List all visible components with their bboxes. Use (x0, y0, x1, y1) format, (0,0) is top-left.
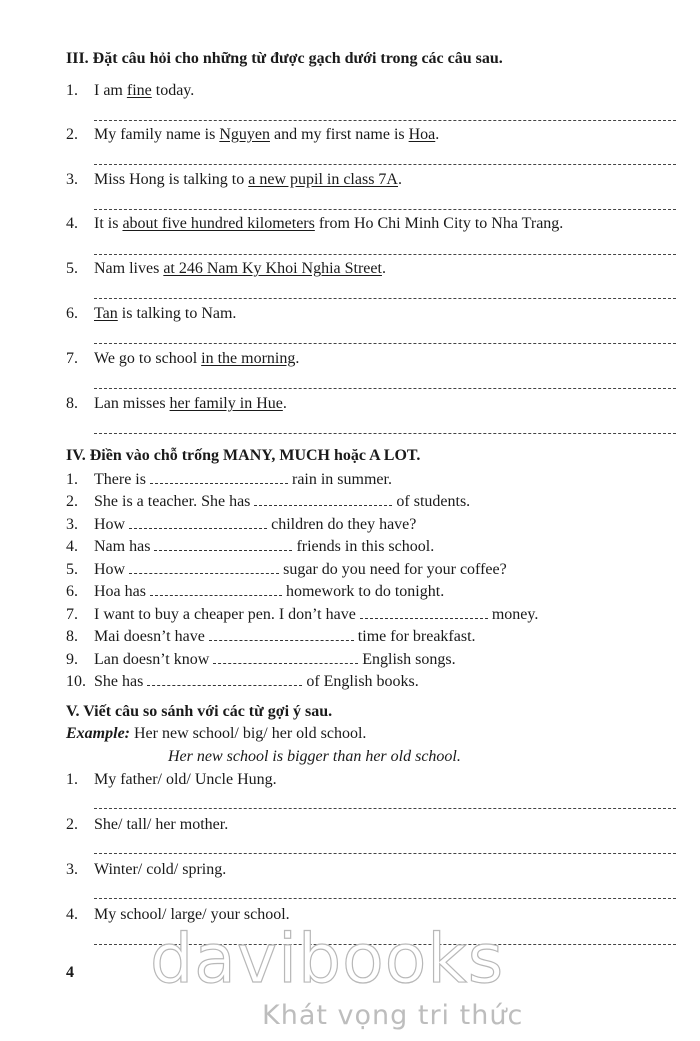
s3-answer-line-2[interactable] (94, 164, 676, 165)
fill-blank[interactable] (129, 560, 279, 574)
s4-item-5: 5. How sugar do you need for your coffee? (66, 561, 507, 578)
s3-question-2: 2. My family name is Nguyen and my first name is Hoa. (66, 126, 440, 143)
s5-answer-line-3[interactable] (94, 898, 676, 899)
example-prompt: Example: Her new school/ big/ her old school. (66, 725, 367, 742)
s4-item-3: 3. How children do they have? (66, 516, 417, 533)
page-number: 4 (66, 964, 74, 981)
s5-answer-line-1[interactable] (94, 808, 676, 809)
s3-answer-line-1[interactable] (94, 120, 676, 121)
section-4-heading: IV. Điền vào chỗ trống MANY, MUCH hoặc A LOT. (66, 447, 421, 464)
s3-question-3: 3. Miss Hong is talking to a new pupil in class 7A. (66, 171, 402, 188)
s5-question-3: 3. Winter/ cold/ spring. (66, 861, 227, 878)
section-3-heading: III. Đặt câu hỏi cho những từ được gạch dưới trong các câu sau. (66, 50, 503, 67)
fill-blank[interactable] (209, 627, 354, 641)
s3-question-8: 8. Lan misses her family in Hue. (66, 395, 287, 412)
s3-question-7: 7. We go to school in the morning. (66, 350, 300, 367)
s4-item-9: 9. Lan doesn’t know English songs. (66, 651, 456, 668)
s3-answer-line-8[interactable] (94, 433, 676, 434)
s4-item-10: 10. She has of English books. (66, 673, 419, 690)
s3-answer-line-5[interactable] (94, 298, 676, 299)
fill-blank[interactable] (147, 672, 302, 686)
s4-item-1: 1. There is rain in summer. (66, 471, 392, 488)
fill-blank[interactable] (154, 537, 292, 551)
example-answer: Her new school is bigger than her old school. (168, 748, 461, 765)
s3-question-5: 5. Nam lives at 246 Nam Ky Khoi Nghia Street. (66, 260, 386, 277)
s5-question-1: 1. My father/ old/ Uncle Hung. (66, 771, 277, 788)
s5-question-2: 2. She/ tall/ her mother. (66, 816, 229, 833)
s4-item-4: 4. Nam has friends in this school. (66, 538, 435, 555)
s3-question-1: 1. I am fine today. (66, 82, 195, 99)
s5-answer-line-2[interactable] (94, 853, 676, 854)
watermark-tagline: Khát vọng tri thức (262, 1000, 524, 1031)
fill-blank[interactable] (150, 470, 288, 484)
s3-answer-line-7[interactable] (94, 388, 676, 389)
s4-item-7: 7. I want to buy a cheaper pen. I don’t have money. (66, 606, 539, 623)
watermark-brand: davibooks (150, 920, 505, 999)
fill-blank[interactable] (150, 582, 282, 596)
s4-item-6: 6. Hoa has homework to do tonight. (66, 583, 445, 600)
s3-answer-line-3[interactable] (94, 209, 676, 210)
fill-blank[interactable] (129, 515, 267, 529)
s5-question-4: 4. My school/ large/ your school. (66, 906, 290, 923)
fill-blank[interactable] (254, 492, 392, 506)
section-5-heading: V. Viết câu so sánh với các từ gợi ý sau. (66, 703, 333, 720)
fill-blank[interactable] (360, 605, 488, 619)
s3-answer-line-6[interactable] (94, 343, 676, 344)
s3-question-6: 6. Tan is talking to Nam. (66, 305, 237, 322)
s3-answer-line-4[interactable] (94, 254, 676, 255)
s4-item-8: 8. Mai doesn’t have time for breakfast. (66, 628, 476, 645)
fill-blank[interactable] (213, 650, 358, 664)
s4-item-2: 2. She is a teacher. She has of students. (66, 493, 471, 510)
s3-question-4: 4. It is about five hundred kilometers from Ho Chi Minh City to Nha Trang. (66, 215, 564, 232)
